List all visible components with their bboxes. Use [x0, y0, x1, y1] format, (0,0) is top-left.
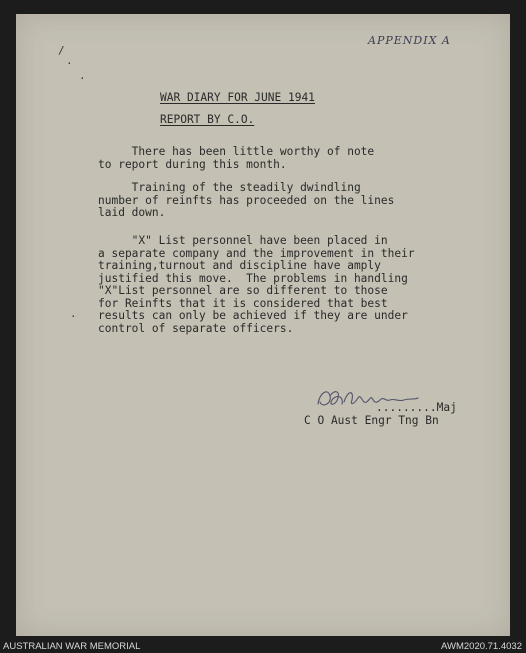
document-title: WAR DIARY FOR JUNE 1941	[160, 91, 315, 104]
footer-accession-number: AWM2020.71.4032	[441, 641, 522, 652]
appendix-annotation: APPENDIX A	[368, 34, 451, 47]
signature-rank-line: .........Maj	[376, 401, 457, 414]
paragraph-3: "X" List personnel have been placed in a separate company and the improvement in their training,turnout and discipline have amply justified this move. The problems in handling "X"List personnel are so different to those for Reinfts that it is considered that best results can only be achieved if they are under control of separate officers.	[98, 234, 415, 335]
document-page	[16, 14, 510, 636]
document-subtitle: REPORT BY C.O.	[160, 113, 255, 126]
footer-credit: AUSTRALIAN WAR MEMORIAL	[3, 641, 141, 652]
margin-mark: ·	[79, 72, 86, 85]
paragraph-2: Training of the steadily dwindling number of reinfts has proceeded on the lines laid down.	[98, 181, 395, 219]
signature-title: C O Aust Engr Tng Bn	[304, 414, 439, 427]
paragraph-1: There has been little worthy of note to report during this month.	[98, 145, 375, 171]
margin-mark: /	[58, 44, 65, 57]
margin-mark: ·	[70, 310, 77, 323]
margin-mark: ·	[66, 57, 73, 70]
